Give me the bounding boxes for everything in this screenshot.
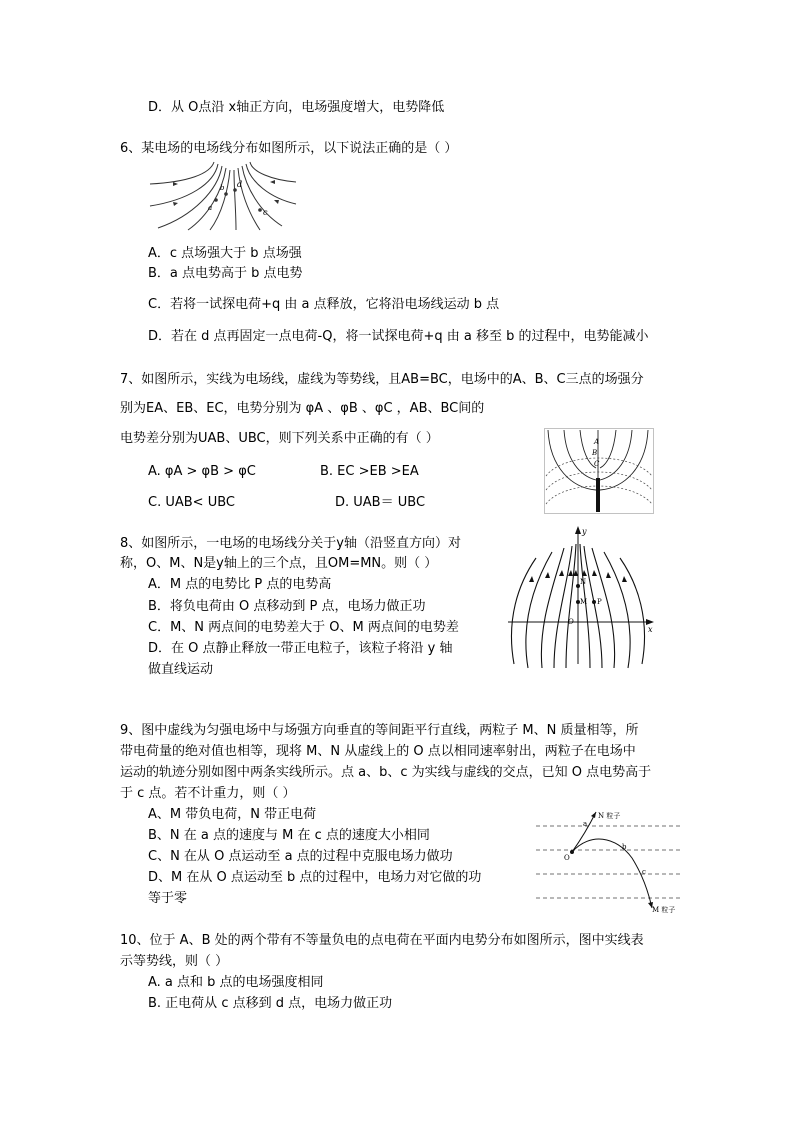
q9-label-b: b: [622, 843, 627, 851]
q9-trajectory-figure: [530, 808, 690, 916]
q8-option-d-line2: 做直线运动: [148, 662, 214, 677]
q9-stem-line3: 运动的轨迹分别如图中两条实线所示。点 a、b、c 为实线与虚线的交点，已知 O 点电势高于: [120, 765, 652, 780]
q7-option-c: C. UAB< UBC: [148, 495, 235, 510]
q9-stem-line2: 带电荷量的绝对值也相等，现将 M、N 从虚线上的 O 点以相同速率射出，两粒子在电场中: [120, 744, 636, 759]
q7-equipotential-figure: [544, 428, 654, 514]
q7-stem-line1: 7、如图所示，实线为电场线，虚线为等势线，且AB=BC，电场中的A、B、C三点的场强分: [120, 372, 644, 387]
q8-label-p: P: [597, 598, 602, 606]
q8-stem-line1: 8、如图所示，一电场的电场线分关于y轴（沿竖直方向）对: [120, 536, 461, 551]
q8-field-lines-figure: [508, 524, 660, 670]
q8-stem-line2: 称，O、M、N是y轴上的三个点，且OM=MN。则（ ）: [120, 556, 438, 571]
q10-option-a: A. a 点和 b 点的电场强度相同: [148, 975, 324, 990]
q8-label-y: y: [582, 527, 587, 536]
q9-stem-line4: 于 c 点。若不计重力，则（ ）: [120, 786, 296, 801]
q10-option-b: B. 正电荷从 c 点移到 d 点，电场力做正功: [148, 996, 393, 1011]
q9-label-o: O: [564, 854, 570, 862]
q6-label-a: a: [208, 204, 213, 212]
q9-option-b: B、N 在 a 点的速度与 M 在 c 点的速度大小相同: [148, 828, 430, 843]
q7-stem-line2: 别为EA、EB、EC，电势分别为 φA 、φB 、φC ，AB、BC间的: [120, 401, 485, 416]
q9-label-n-particle: N 粒子: [598, 812, 621, 820]
q9-label-a: a: [583, 820, 588, 828]
q5-option-d: D．从 O点沿 x轴正方向，电场强度增大，电势降低: [148, 100, 445, 115]
q7-label-c: C: [594, 460, 600, 468]
q6-option-c: C．若将一试探电荷+q 由 a 点释放，它将沿电场线运动 b 点: [148, 297, 500, 312]
q6-label-b: b: [220, 184, 225, 192]
q8-option-d-line1: D．在 O 点静止释放一带正电粒子，该粒子将沿 y 轴: [148, 641, 453, 656]
q6-option-b: B．a 点电势高于 b 点电势: [148, 266, 303, 281]
q6-label-d: d: [237, 180, 243, 189]
q7-stem-line3: 电势差分别为UAB、UBC，则下列关系中正确的有（ ）: [120, 431, 439, 446]
q9-label-m-particle: M 粒子: [652, 906, 676, 914]
q7-label-a: A: [594, 438, 600, 446]
q9-option-a: A、M 带负电荷，N 带正电荷: [148, 807, 317, 822]
q7-option-d: D. UAB＝ UBC: [335, 495, 426, 510]
q8-option-b: B．将负电荷由 O 点移动到 P 点，电场力做正功: [148, 599, 426, 614]
q9-option-d-line2: 等于零: [148, 891, 188, 906]
q6-label-c: c: [263, 208, 268, 217]
q8-label-x: x: [648, 625, 653, 634]
q8-option-a: A．M 点的电势比 P 点的电势高: [148, 577, 332, 592]
q10-stem-line2: 示等势线，则（ ）: [120, 954, 229, 969]
q9-option-c: C、N 在从 O 点运动至 a 点的过程中克服电场力做功: [148, 849, 453, 864]
q6-option-d: D．若在 d 点再固定一点电荷-Q，将一试探电荷+q 由 a 移至 b 的过程中，电势能减小: [148, 329, 649, 344]
q8-label-o: O: [568, 618, 574, 626]
q9-option-d-line1: D、M 在从 O 点运动至 b 点的过程中，电场力对它做的功: [148, 870, 482, 885]
q6-stem: 6、某电场的电场线分布如图所示，以下说法正确的是（ ）: [120, 141, 458, 156]
q8-label-n: N: [580, 578, 587, 586]
q6-option-a: A．c 点场强大于 b 点场强: [148, 246, 302, 261]
q7-option-a: A. φA > φB > φC: [148, 464, 256, 479]
q8-option-c: C．M、N 两点间的电势差大于 O、M 两点间的电势差: [148, 620, 459, 635]
q6-field-lines-figure: [148, 160, 298, 232]
q8-label-m: M: [580, 598, 588, 606]
q7-label-b: B: [592, 449, 598, 457]
q9-label-c: c: [642, 868, 646, 876]
q9-stem-line1: 9、图中虚线为匀强电场中与场强方向垂直的等间距平行直线，两粒子 M、N 质量相等，所: [120, 723, 639, 738]
q7-option-b: B. EC >EB >EA: [320, 464, 419, 479]
q10-stem-line1: 10、位于 A、B 处的两个带有不等量负电的点电荷在平面内电势分布如图所示，图中实线表: [120, 933, 644, 948]
